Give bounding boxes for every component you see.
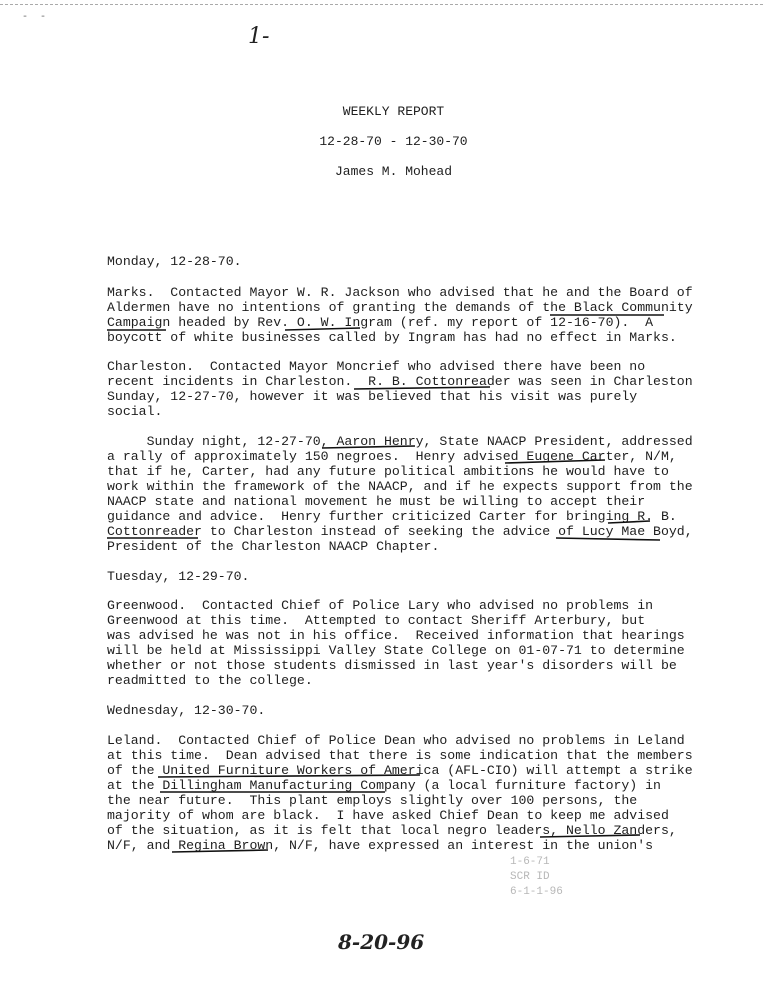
corner-marks: - - <box>22 12 50 23</box>
paragraph-charleston: Charleston. Contacted Mayor Moncrief who advised there have been no recent incidents in Charleston. R. B. Cottonreader was seen in Charleston Sunday, 12-27-70, however it was believed that his visit was purely social. <box>107 359 693 419</box>
handwritten-date: 8-20-96 <box>338 930 425 954</box>
faded-stamp: 1-6-71 SCR ID 6-1-1-96 <box>510 856 563 898</box>
paragraph-greenwood: Greenwood. Contacted Chief of Police Lary who advised no problems in Greenwood at this time. Attempted to contact Sheriff Arterbury, but was advised he was not in his office. Received information that hearings will be held at Mississippi Valley State College on 01-07-71 to determine whether or not those students dismissed in last year's disorders will be readmitted to the college. <box>107 598 685 688</box>
report-author: James M. Mohead <box>334 164 453 179</box>
paragraph-leland: Leland. Contacted Chief of Police Dean who advised no problems in Leland at this time. Dean advised that there is some indication that the members of the United Furniture Workers of America (AFL-CIO) will attempt a strike at the Dillingham Manufacturing Company (a local furniture factory) in the near future. This plant employs slightly over 100 persons, the majority of whom are black. I have asked Chief Dean to keep me advised of the situation, as it is felt that local negro leaders, Nello Zanders, N/F, and Regina Brown, N/F, have expressed an interest in the union's <box>107 733 693 853</box>
handwritten-page-number: 1- <box>248 24 270 49</box>
paragraph-sunday-rally: Sunday night, 12-27-70, Aaron Henry, State NAACP President, addressed a rally of approximately 150 negroes. Henry advised Eugene Carter, N/M, that if he, Carter, had any future political ambitions he would have to work within the framework of the NAACP, and if he expects support from the NAACP state and national movement he must be willing to accept their guidance and advice. Henry further criticized Carter for bringing R. B. Cottonreader to Charleston instead of seeking the advice of Lucy Mae Boyd, President of the Charleston NAACP Chapter. <box>107 434 693 554</box>
scan-top-edge <box>0 4 763 5</box>
day-heading-tuesday: Tuesday, 12-29-70. <box>107 569 250 584</box>
report-date-range: 12-28-70 - 12-30-70 <box>319 134 468 149</box>
report-title: WEEKLY REPORT <box>342 104 445 119</box>
day-heading-wednesday: Wednesday, 12-30-70. <box>107 703 266 718</box>
paragraph-marks: Marks. Contacted Mayor W. R. Jackson who advised that he and the Board of Aldermen have no intentions of granting the demands of the Black Community Campaign headed by Rev. O. W. Ingram (ref. my report of 12-16-70). A boycott of white businesses called by Ingram has had no effect in Marks. <box>107 285 693 345</box>
day-heading-monday: Monday, 12-28-70. <box>107 254 242 269</box>
